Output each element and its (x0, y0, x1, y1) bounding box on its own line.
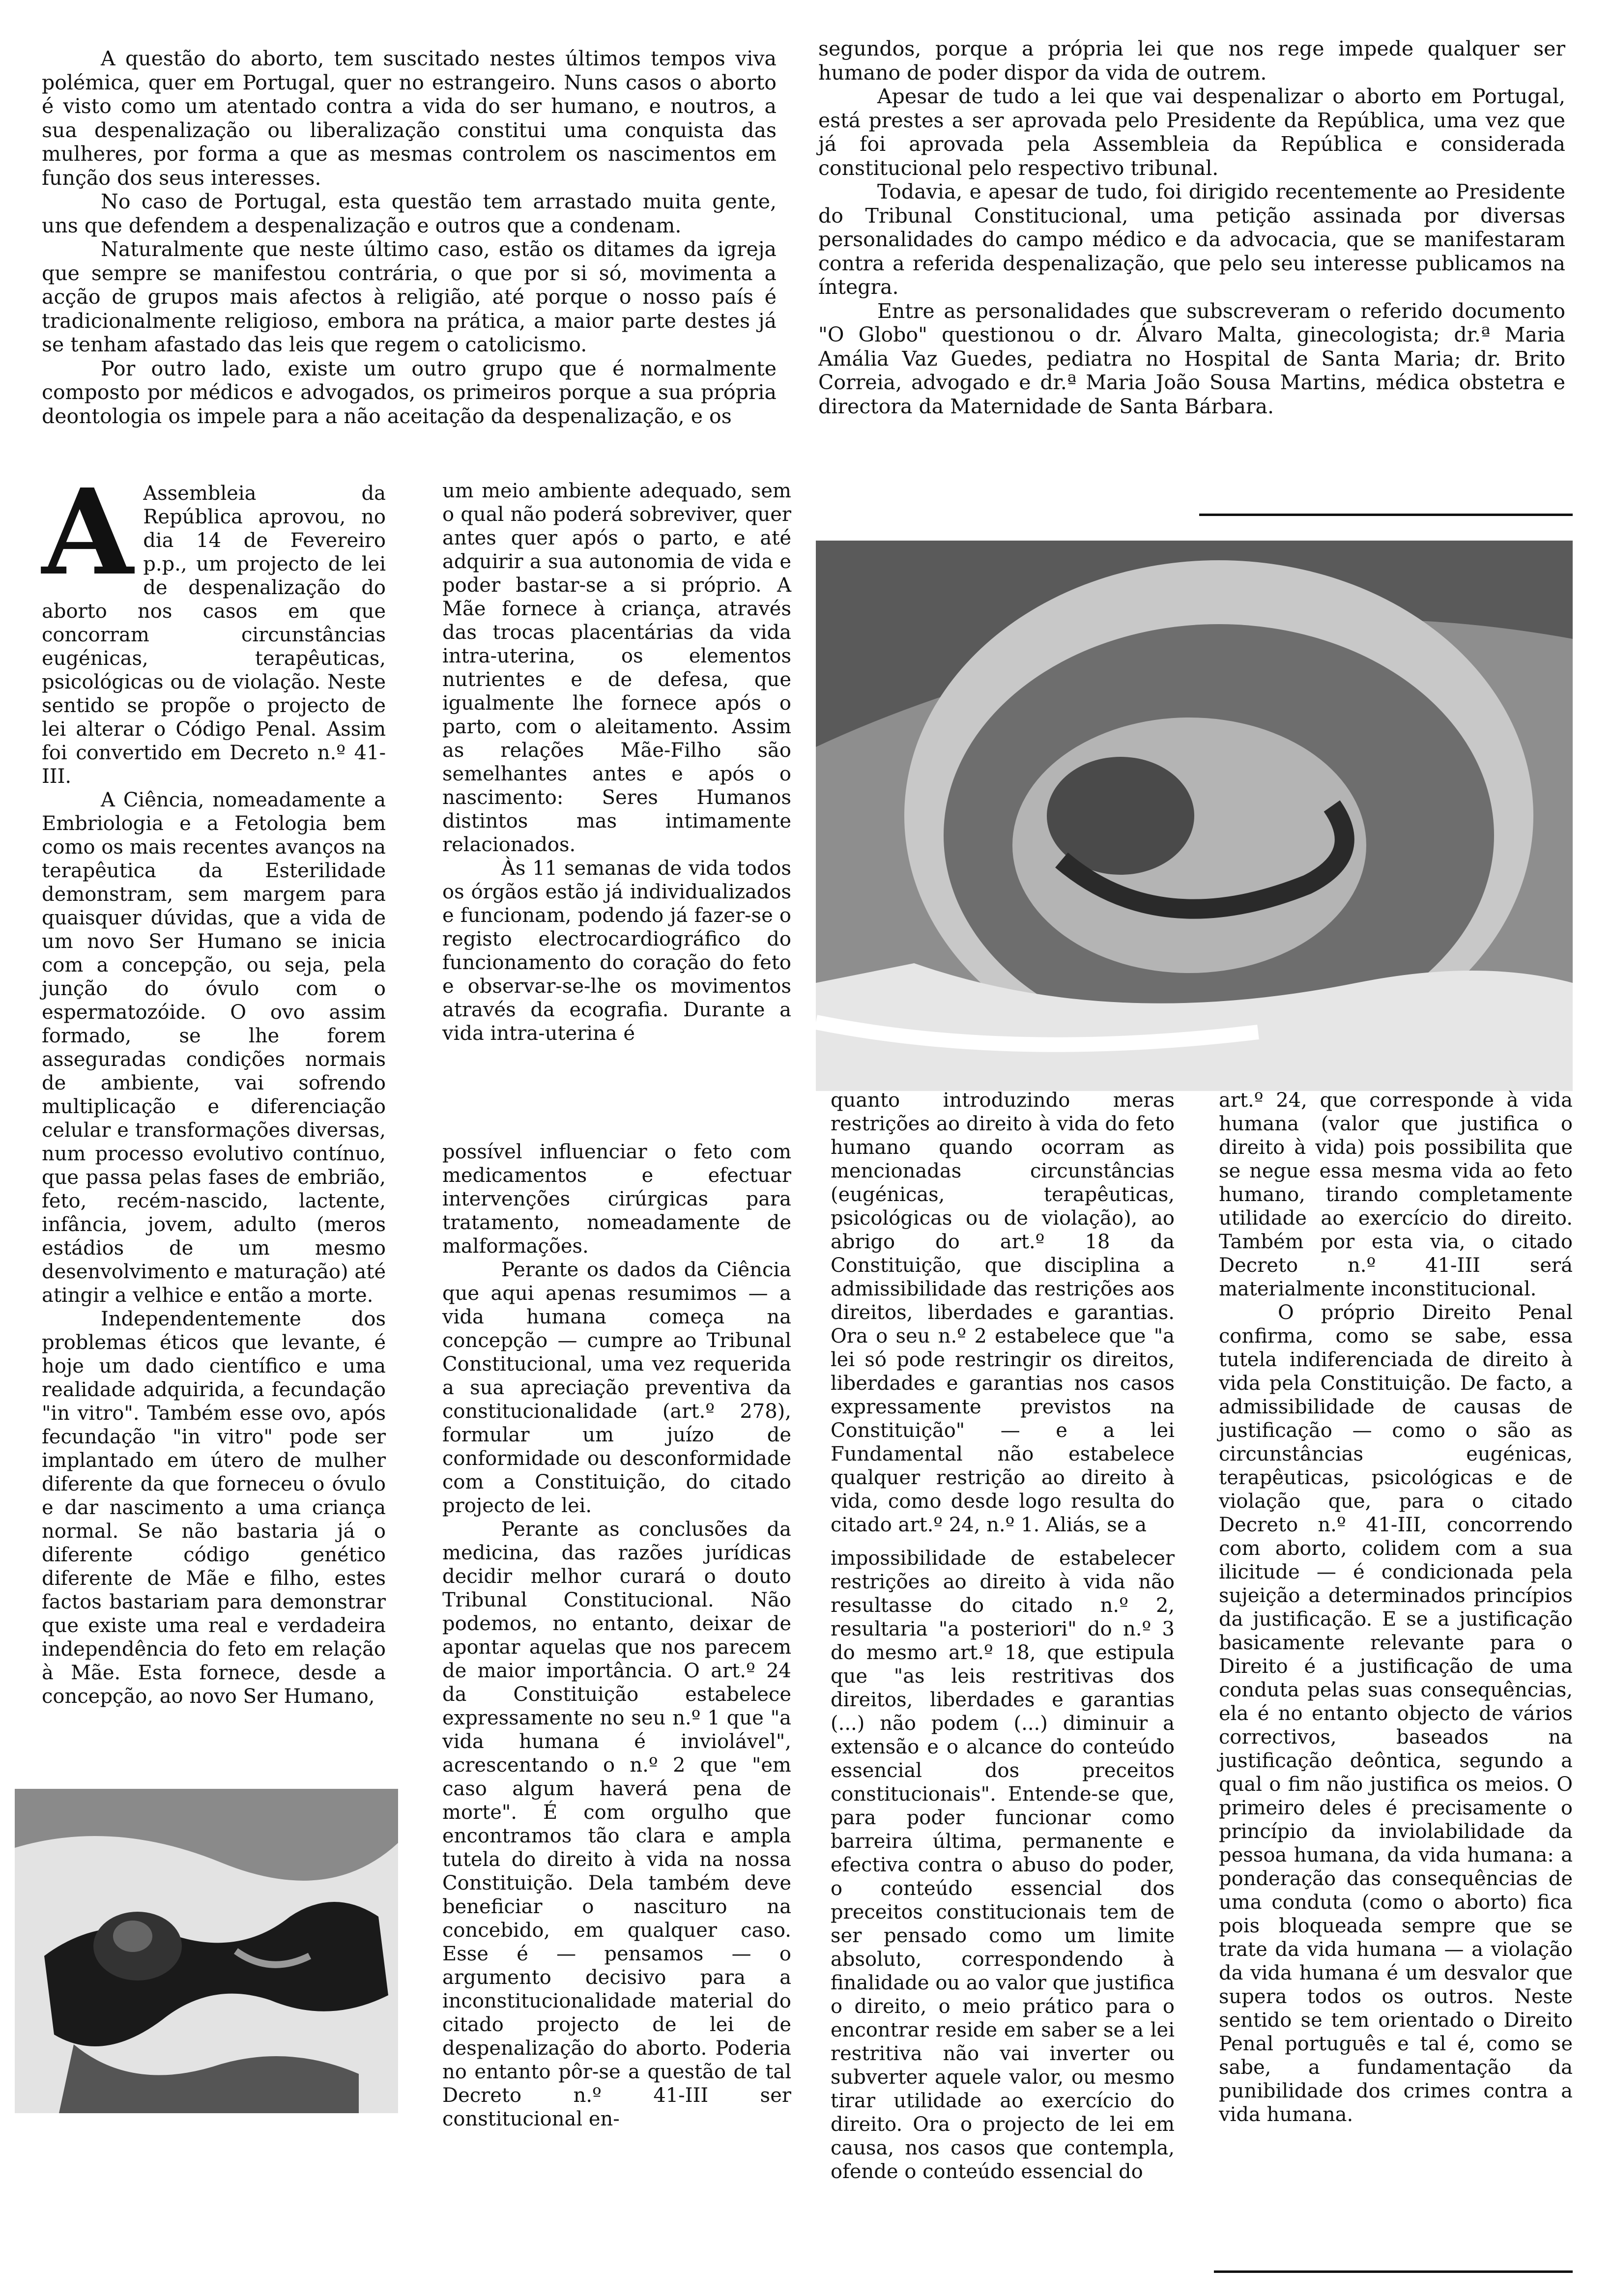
article-paragraph: Perante as conclusões da medicina, das razões jurídicas decidir melhor curará o douto Tribunal Constitucional. Não podemos, no entanto, deixar de apontar aquelas que nos parecem de maior importância. O art.º 24 da Constituição estabelece expressamente no seu n.º 1 que "a vida humana é inviolável", acrescentando o n.º 2 que "em caso algum haverá pena de morte". É com orgulho que encontramos tão clara e ampla tutela do direito à vida na nossa Constituição. Dela também deve beneficiar o nascituro na concebido, em qualquer caso. Esse é — pensamos — o argumento decisivo para a inconstitucionalidade material do citado projecto de lei de despenalização do aborto. Poderia no entanto pôr-se a questão de tal Decreto n.º 41-III ser constitucional en- (442, 1518, 791, 2130)
article-paragraph: A Ciência, nomeadamente a Embriologia e a Fetologia bem como os mais recentes avanços na terapêutica da Esterilidade demonstram, sem margem para quaisquer dúvidas, que a vida de um novo Ser Humano se inicia com a concepção, ou seja, pela junção do óvulo com o espermatozóide. O ovo assim formado, se lhe forem asseguradas condições normais de ambiente, vai sofrendo multiplicação e diferenciação celular e transformações diversas, num processo evolutivo contínuo, que passa pelas fases de embrião, feto, recém-nascido, lactente, infância, jovem, adulto (meros estádios de um mesmo desenvolvimento e maturação) até atingir a velhice e então a morte. (42, 789, 386, 1307)
fetus-photo (816, 541, 1573, 1091)
intro-right-column (818, 37, 1565, 418)
article-column-1 (42, 463, 386, 1708)
article-column-2-top (442, 479, 791, 1045)
article-paragraph: quanto introduzindo meras restrições ao direito à vida do feto humano quando ocorram as mencionadas circunstâncias (eugénicas, terapêuticas, psicológicas ou de violação), ao abrigo do art.º 18 da Constituição, que disciplina a admissibilidade das restrições aos direitos, liberdades e garantias. Ora o seu n.º 2 estabelece que "a lei só pode restringir os direitos, liberdades e garantias nos casos expressamente previstos na Constituição" — e a lei Fundamental não estabelece qualquer restrição ao direito à vida, como desde logo resulta do citado art.º 24, n.º 1. Aliás, se a (831, 1089, 1175, 1536)
article-paragraph: possível influenciar o feto com medicamentos e efectuar intervenções cirúrgicas para tratamento, nomeadamente de malformações. (442, 1141, 791, 1258)
section-divider (1199, 514, 1573, 516)
intro-paragraph: No caso de Portugal, esta questão tem arrastado muita gente, uns que defendem a despenalização e outros que a condenam. (42, 190, 777, 237)
bottom-divider (1214, 2270, 1573, 2273)
article-column-4 (1219, 1089, 1573, 2126)
intro-paragraph: Por outro lado, existe um outro grupo que é normalmente composto por médicos e advogados, os primeiros porque a sua própria deontologia os impele para a não aceitação da despenalização, e os (42, 356, 777, 428)
article-paragraph: art.º 24, que corresponde à vida humana (valor que justifica o direito à vida) pois possibilita que se negue essa mesma vida ao feto humano, tirando completamente utilidade ao exercício do direito. Também por esta via, o citado Decreto n.º 41-III será materialmente inconstitucional. (1219, 1089, 1573, 1300)
article-paragraph: Às 11 semanas de vida todos os órgãos estão já individualizados e funcionam, podendo já fazer-se o registo electrocardiográfico do funcionamento do coração do feto e observar-se-lhe os movimentos através da ecografia. Durante a vida intra-uterina é (442, 857, 791, 1045)
intro-paragraph: A questão do aborto, tem suscitado nestes últimos tempos viva polémica, quer em Portugal, quer no estrangeiro. Nuns casos o aborto é visto como um atentado contra a vida do ser humano, e noutros, a sua despenalização ou liberalização constitui uma conquista das mulheres, por forma a que as mesmas controlem os nascimentos em função dos seus interesses. (42, 47, 777, 190)
fetus-hand-image (15, 1789, 398, 2113)
fetus-hand-photo (15, 1789, 398, 2113)
article-paragraph: um meio ambiente adequado, sem o qual não poderá sobreviver, quer antes quer após o parto, e até adquirir a sua autonomia de vida e poder bastar-se a si próprio. A Mãe fornece à criança, através das trocas placentárias da vida intra-uterina, os elementos nutrientes e de defesa, que igualmente lhe fornece após o parto, com o aleitamento. Assim as relações Mãe-Filho são semelhantes antes e após o nascimento: Seres Humanos distintos mas intimamente relacionados. (442, 480, 791, 856)
intro-paragraph: Todavia, e apesar de tudo, foi dirigido recentemente ao Presidente do Tribunal Constitucional, uma petição assinada por diversas personalidades do campo médico e da advocacia, que se manifestaram contra a referida despenalização, que pelo seu interesse publicamos na íntegra. (818, 180, 1565, 299)
intro-left-column (42, 47, 777, 428)
intro-paragraph: segundos, porque a própria lei que nos rege impede qualquer ser humano de poder dispor da vida de outrem. (818, 37, 1565, 85)
article-paragraph: Perante os dados da Ciência que aqui apenas resumimos — a vida humana começa na concepção — cumpre ao Tribunal Constitucional, uma vez requerida a sua apreciação preventiva da constitucionalidade (art.º 278), formular um juízo de conformidade ou desconformidade com a Constituição, do citado projecto de lei. (442, 1259, 791, 1517)
intro-paragraph: Entre as personalidades que subscreveram o referido documento "O Globo" questionou o dr. Álvaro Malta, ginecologista; dr.ª Maria Amália Vaz Guedes, pediatra no Hospital de Santa Maria; dr. Brito Correia, advogado e dr.ª Maria João Sousa Martins, médica obstetra e directora da Maternidade de Santa Bárbara. (818, 299, 1565, 418)
article-column-3 (831, 1089, 1175, 2183)
article-paragraph: Assembleia da República aprovou, no dia 14 de Fevereiro p.p., um projecto de lei de despenalização do aborto nos casos em que concorram circunstâncias eugénicas, terapêuticas, psicológicas ou de violação. Neste sentido se propõe o projecto de lei alterar o Código Penal. Assim foi convertido em Decreto n.º 41-III. (42, 482, 386, 788)
fetus-image (816, 541, 1573, 1091)
article-column-2-bottom (442, 1140, 791, 2131)
article-paragraph: O próprio Direito Penal confirma, como se sabe, essa tutela indiferenciada de direito à vida pela Constituição. De facto, a admissibilidade de causas de justificação — como o são as circunstâncias eugénicas, terapêuticas, psicológicas e de violação que, para o citado Decreto n.º 41-III, concorrendo com aborto, colidem com a sua ilicitude — é condicionada pela sujeição a determinados princípios da justificação. E se a justificação basicamente relevante para o Direito é a justificação de uma conduta pelas suas consequências, ela é no entanto objecto de vários correctivos, baseados na justificação deôntica, segundo a qual o fim não justifica os meios. O primeiro deles é precisamente o princípio da inviolabilidade da pessoa humana, da vida humana: a ponderação das consequências de uma conduta (como o aborto) fica pois bloqueada sempre que se trate da vida humana — a violação da vida humana é um desvalor que supera todos os outros. Neste sentido se tem orientado o Direito Penal português e tal é, como se sabe, a fundamentação da punibilidade dos crimes contra a vida humana. (1219, 1301, 1573, 2126)
article-paragraph: Independentemente dos problemas éticos que levante, é hoje um dado científico e uma realidade adquirida, a fecundação "in vitro". Também esse ovo, após fecundação "in vitro" pode ser implantado em útero de mulher diferente da que forneceu o óvulo e dar nascimento a uma criança normal. Se não bastaria já o diferente código genético diferente de Mãe e filho, estes factos bastariam para demonstrar que existe uma real e verdadeira independência do feto em relação à Mãe. Esta fornece, desde a concepção, ao novo Ser Humano, (42, 1308, 386, 1708)
article-paragraph: impossibilidade de estabelecer restrições ao direito à vida não resultasse do citado n.º 2, resultaria "a posteriori" do n.º 3 do mesmo art.º 18, que estipula que "as leis restritivas dos direitos, liberdades e garantias (...) não podem (...) diminuir a extensão e o alcance do conteúdo essencial dos preceitos constitucionais". Entende-se que, para poder funcionar como barreira última, permanente e efectiva contra o abuso do poder, o conteúdo essencial dos preceitos constitucionais tem de ser pensado como um limite absoluto, correspondendo à finalidade ou ao valor que justifica o direito, o meio prático para o encontrar reside em saber se a lei restritiva não vai inverter ou subverter aquele valor, ou mesmo tirar utilidade ao exercício do direito. Ora o projecto de lei em causa, nos casos que contempla, ofende o conteúdo essencial do (831, 1547, 1175, 2183)
intro-paragraph: Naturalmente que neste último caso, estão os ditames da igreja que sempre se manifestou contrária, o que por si só, movimenta a acção de grupos mais afectos à religião, até porque o nosso país é tradicionalmente religioso, embora na prática, a maior parte destes já se tenham afastado das leis que regem o catolicismo. (42, 237, 777, 356)
drop-cap: A (42, 463, 134, 602)
intro-paragraph: Apesar de tudo a lei que vai despenalizar o aborto em Portugal, está prestes a ser aprovada pelo Presidente da República, uma vez que já foi aprovada pela Assembleia da República e considerada constitucional pelo respectivo tribunal. (818, 85, 1565, 180)
